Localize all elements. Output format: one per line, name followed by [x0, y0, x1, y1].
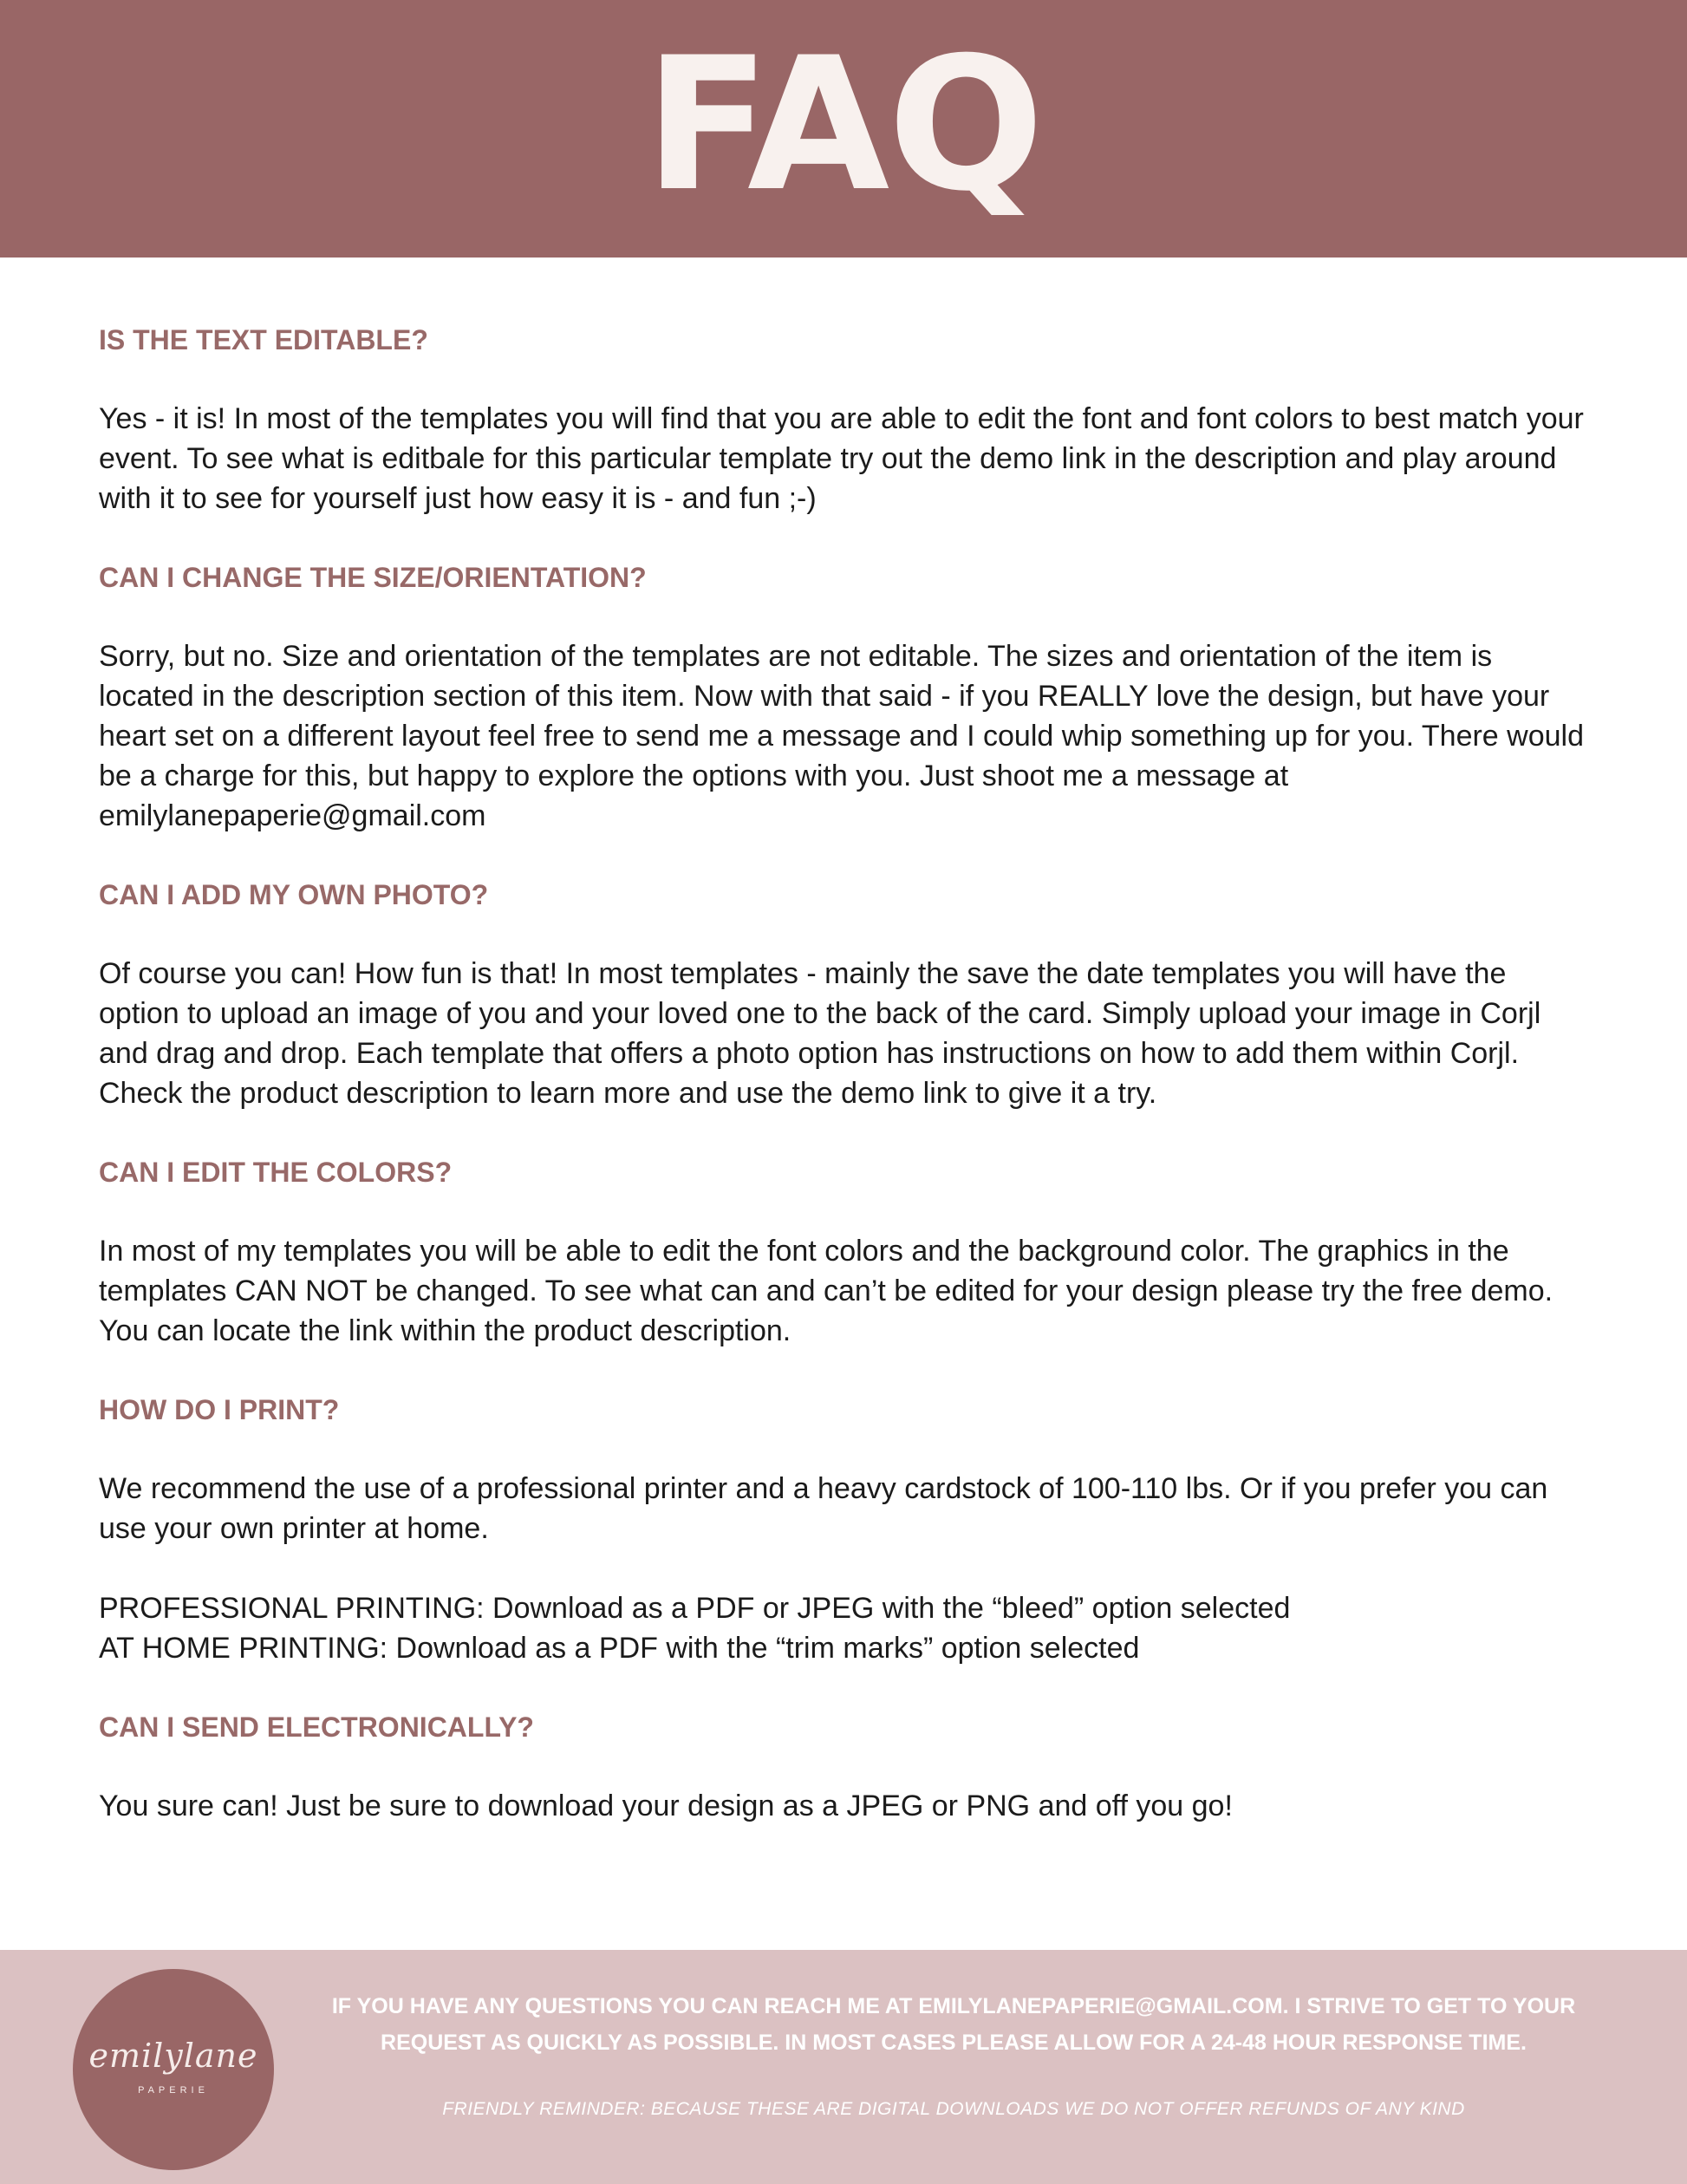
faq-question: IS THE TEXT EDITABLE? [99, 324, 428, 355]
faq-answer: Yes - it is! In most of the templates you will find that you are able to edit the font and font colors to best match your event. To see what is editbale for this particular template try out the demo link in the description and play around with it to see for yourself just how easy it is - and fun ;-) [99, 402, 1584, 515]
faq-item [99, 874, 1590, 1113]
faq-answer: Sorry, but no. Size and orientation of the templates are not editable. The sizes and orientation of the item is located in the description section of this item. Now with that said - if you REALLY love the design, but have your heart set on a different layout feel free to send me a message and I could whip something up for you. There would be a charge for this, but happy to explore the options with you. Just shoot me a message at emilylanepaperie@gmail.com [99, 640, 1584, 832]
faq-question: CAN I SEND ELECTRONICALLY? [99, 1711, 534, 1743]
faq-question: CAN I EDIT THE COLORS? [99, 1157, 453, 1188]
logo-subtitle: PAPERIE [138, 2085, 209, 2096]
refund-reminder: FRIENDLY REMINDER: BECAUSE THESE ARE DIGITAL DOWNLOADS WE DO NOT OFFER REFUNDS OF ANY KIND [442, 2099, 1465, 2119]
faq-question: CAN I CHANGE THE SIZE/ORIENTATION? [99, 562, 647, 593]
faq-item [99, 557, 1590, 836]
faq-question: CAN I ADD MY OWN PHOTO? [99, 879, 489, 910]
faq-item [99, 1389, 1590, 1668]
faq-answer: You sure can! Just be sure to download your design as a JPEG or PNG and off you go! [99, 1790, 1233, 1822]
header-banner [0, 0, 1687, 258]
contact-note: IF YOU HAVE ANY QUESTIONS YOU CAN REACH ME AT EMILYLANEPAPERIE@GMAIL.COM. I STRIVE TO GET TO YOUR REQUEST AS QUICKLY AS POSSIBLE. IN MOST CASES PLEASE ALLOW FOR A 24-48 HOUR RESPONSE TIME. [331, 1994, 1576, 2055]
footer-text [295, 1988, 1612, 2120]
faq-answer: We recommend the use of a professional printer and a heavy cardstock of 100-110 lbs. Or if you prefer you can use your own printer at home. PROFESSIONAL PRINTING: Download as a PDF or JPEG with the “bleed” option selected AT HOME PRINTING: Download as a PDF with the “trim marks” option selected [99, 1472, 1548, 1665]
faq-item [99, 1706, 1590, 1826]
faq-list [99, 319, 1590, 1826]
footer [0, 1950, 1687, 2184]
faq-item [99, 1151, 1590, 1351]
brand-logo [73, 1969, 274, 2170]
page-title: FAQ [644, 17, 1043, 231]
faq-item [99, 319, 1590, 518]
faq-question: HOW DO I PRINT? [99, 1394, 340, 1425]
faq-answer: In most of my templates you will be able to edit the font colors and the background color. The graphics in the templates CAN NOT be changed. To see what can and can’t be edited for your design please try the free demo. You can locate the link within the product description. [99, 1235, 1553, 1347]
faq-answer: Of course you can! How fun is that! In most templates - mainly the save the date templates you will have the option to upload an image of you and your loved one to the back of the card. Simply upload your image in Corjl and drag and drop. Each template that offers a photo option has instructions on how to add them within Corjl. Check the product description to learn more and use the demo link to give it a try. [99, 957, 1541, 1110]
logo-wordmark: emilylane [88, 2037, 258, 2075]
